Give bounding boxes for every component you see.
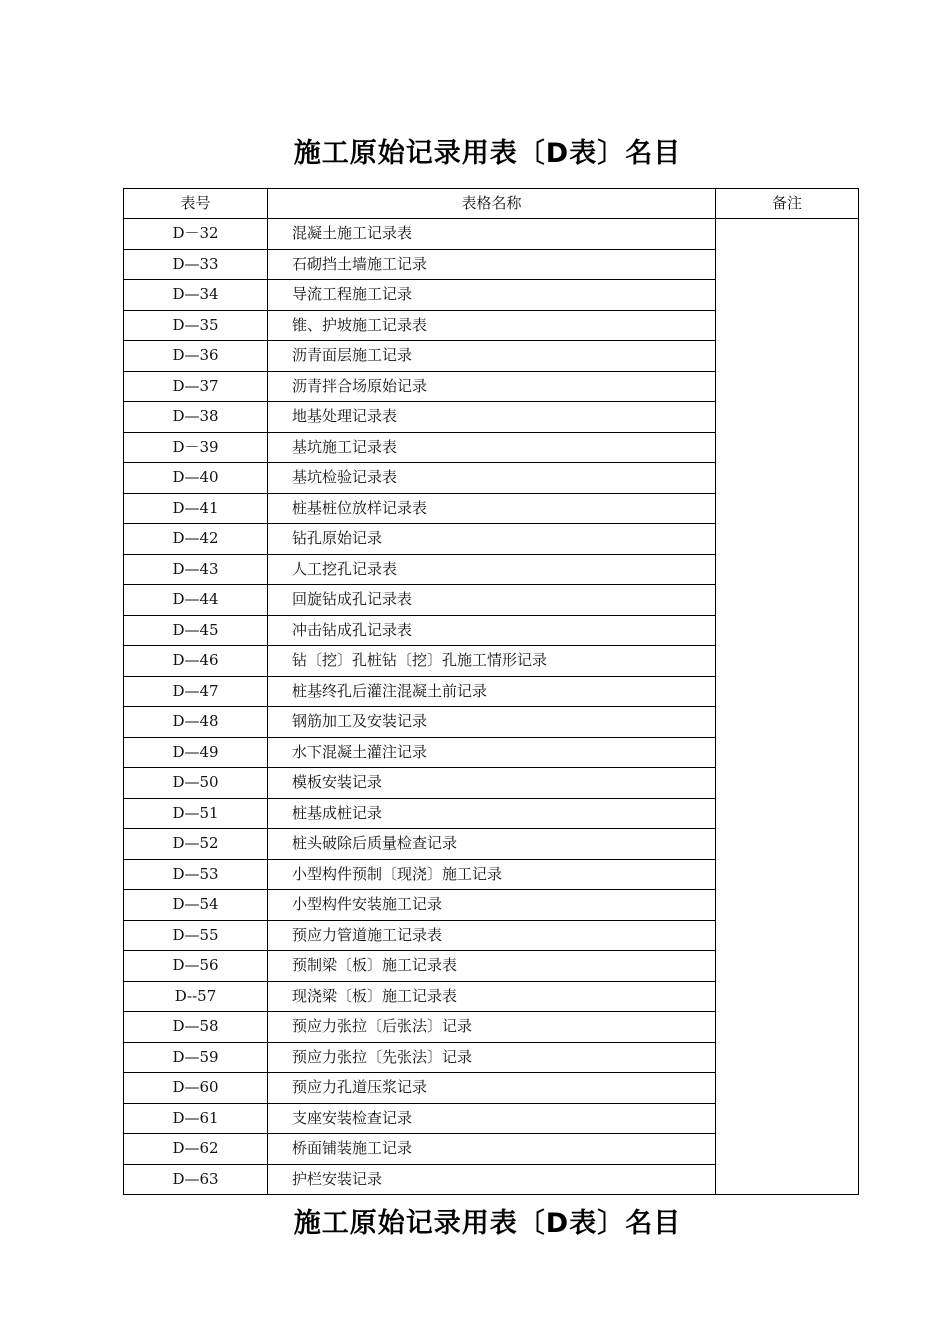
form-number-cell: D—47 <box>124 676 268 707</box>
table-body <box>124 219 859 1195</box>
form-name-cell: 钢筋加工及安装记录 <box>268 707 716 738</box>
form-name-cell: 地基处理记录表 <box>268 402 716 433</box>
form-name-cell: 石砌挡土墙施工记录 <box>268 249 716 280</box>
form-name-cell: 回旋钻成孔记录表 <box>268 585 716 616</box>
form-name-cell: 桩基桩位放样记录表 <box>268 493 716 524</box>
form-number-cell: D－39 <box>124 432 268 463</box>
form-number-cell: D—55 <box>124 920 268 951</box>
form-number-cell: D—48 <box>124 707 268 738</box>
form-name-cell: 预应力孔道压浆记录 <box>268 1073 716 1104</box>
page-title: 施工原始记录用表〔D表〕名目 <box>293 138 682 169</box>
form-name-cell: 桩头破除后质量检查记录 <box>268 829 716 860</box>
form-name-cell: 基坑施工记录表 <box>268 432 716 463</box>
form-number-cell: D—34 <box>124 280 268 311</box>
form-number-cell: D—37 <box>124 371 268 402</box>
form-number-cell: D—61 <box>124 1103 268 1134</box>
form-name-cell: 沥青拌合场原始记录 <box>268 371 716 402</box>
form-number-cell: D—53 <box>124 859 268 890</box>
form-name-cell: 支座安装检查记录 <box>268 1103 716 1134</box>
form-name-cell: 桥面铺装施工记录 <box>268 1134 716 1165</box>
form-number-cell: D—41 <box>124 493 268 524</box>
form-number-cell: D—56 <box>124 951 268 982</box>
form-name-cell: 基坑检验记录表 <box>268 463 716 494</box>
form-name-cell: 钻孔原始记录 <box>268 524 716 555</box>
form-number-cell: D—62 <box>124 1134 268 1165</box>
form-name-cell: 锥、护坡施工记录表 <box>268 310 716 341</box>
form-number-cell: D—60 <box>124 1073 268 1104</box>
form-number-cell: D－32 <box>124 219 268 250</box>
form-number-cell: D—49 <box>124 737 268 768</box>
form-number-cell: D—45 <box>124 615 268 646</box>
form-name-cell: 钻〔挖〕孔桩钻〔挖〕孔施工情形记录 <box>268 646 716 677</box>
form-name-cell: 预应力管道施工记录表 <box>268 920 716 951</box>
form-name-cell: 模板安装记录 <box>268 768 716 799</box>
form-number-cell: D—46 <box>124 646 268 677</box>
form-number-cell: D--57 <box>124 981 268 1012</box>
remark-cell <box>716 219 859 1195</box>
form-name-cell: 沥青面层施工记录 <box>268 341 716 372</box>
header-form-name: 表格名称 <box>268 189 716 219</box>
form-number-cell: D—63 <box>124 1164 268 1195</box>
form-name-cell: 预应力张拉〔后张法〕记录 <box>268 1012 716 1043</box>
form-name-cell: 混凝土施工记录表 <box>268 219 716 250</box>
form-number-cell: D—51 <box>124 798 268 829</box>
form-number-cell: D—54 <box>124 890 268 921</box>
header-remark: 备注 <box>716 189 859 219</box>
form-name-cell: 水下混凝土灌注记录 <box>268 737 716 768</box>
form-list-table <box>123 188 859 1195</box>
form-name-cell: 小型构件预制〔现浇〕施工记录 <box>268 859 716 890</box>
form-name-cell: 桩基成桩记录 <box>268 798 716 829</box>
header-form-number: 表号 <box>124 189 268 219</box>
form-number-cell: D—33 <box>124 249 268 280</box>
form-name-cell: 导流工程施工记录 <box>268 280 716 311</box>
form-name-cell: 现浇梁〔板〕施工记录表 <box>268 981 716 1012</box>
form-name-cell: 预制梁〔板〕施工记录表 <box>268 951 716 982</box>
form-name-cell: 小型构件安装施工记录 <box>268 890 716 921</box>
form-number-cell: D—35 <box>124 310 268 341</box>
form-number-cell: D—44 <box>124 585 268 616</box>
form-number-cell: D—59 <box>124 1042 268 1073</box>
form-name-cell: 预应力张拉〔先张法〕记录 <box>268 1042 716 1073</box>
form-number-cell: D—50 <box>124 768 268 799</box>
form-name-cell: 桩基终孔后灌注混凝土前记录 <box>268 676 716 707</box>
table-header-row <box>124 189 859 219</box>
form-number-cell: D—58 <box>124 1012 268 1043</box>
form-number-cell: D—52 <box>124 829 268 860</box>
form-number-cell: D—36 <box>124 341 268 372</box>
form-number-cell: D—42 <box>124 524 268 555</box>
form-name-cell: 护栏安装记录 <box>268 1164 716 1195</box>
form-number-cell: D—43 <box>124 554 268 585</box>
form-name-cell: 冲击钻成孔记录表 <box>268 615 716 646</box>
form-number-cell: D—40 <box>124 463 268 494</box>
form-number-cell: D—38 <box>124 402 268 433</box>
form-name-cell: 人工挖孔记录表 <box>268 554 716 585</box>
table-row <box>124 219 859 250</box>
footer-title: 施工原始记录用表〔D表〕名目 <box>293 1208 682 1239</box>
